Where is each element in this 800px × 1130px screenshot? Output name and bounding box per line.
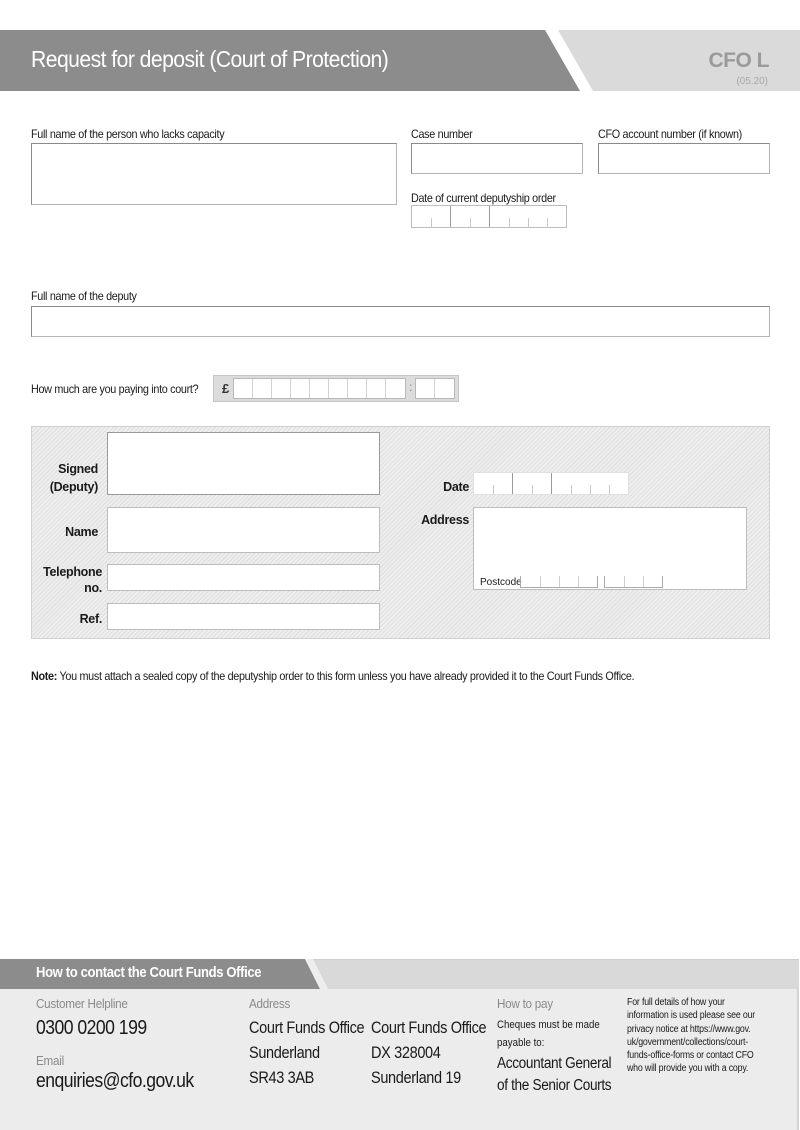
payment-instructions: Cheques must be made payable to: — [497, 1019, 600, 1049]
privacy-notice: For full details of how your information is used please see our privacy notice at https://www.gov. uk/government/collections/court- funds-office-forms or contact CFO who will provide you with a copy. — [627, 997, 756, 1075]
helpline-label: Customer Helpline — [36, 996, 128, 1011]
helpline-number: 0300 0200 199 — [36, 1017, 147, 1039]
ref-label: Ref. — [79, 612, 102, 626]
ref-field[interactable] — [107, 603, 380, 630]
deputy-name-field[interactable] — [31, 306, 770, 337]
form-version: (05.20) — [736, 76, 768, 87]
name-label: Name — [65, 525, 98, 539]
sign-date-label: Date — [443, 480, 469, 494]
case-number-label: Case number — [411, 127, 473, 141]
footer-address-2: Court Funds Office DX 328004 Sunderland 19 — [371, 1019, 487, 1087]
payee-name: Accountant General of the Senior Courts — [497, 1055, 612, 1094]
postcode-inward-cells[interactable] — [604, 576, 663, 588]
telephone-label: Telephone no. — [43, 565, 102, 595]
amount-pounds-cells[interactable] — [233, 378, 406, 399]
attachment-note: Note: You must attach a sealed copy of the deputyship order to this form unless you have already provided it to the Court Funds Office. — [31, 669, 635, 683]
amount-pence-cells[interactable] — [415, 378, 455, 399]
cfo-account-field[interactable] — [598, 143, 770, 174]
footer-address-1: Court Funds Office Sunderland SR43 3AB — [249, 1019, 365, 1087]
person-name-field[interactable] — [31, 143, 397, 205]
pence-separator: : — [409, 380, 413, 394]
postcode-outward-cells[interactable] — [520, 576, 598, 588]
signature-field[interactable] — [107, 432, 380, 495]
address-field[interactable] — [473, 507, 747, 590]
sign-date-field[interactable] — [473, 472, 629, 495]
amount-label: How much are you paying into court? — [31, 382, 199, 396]
order-date-label: Date of current deputyship order — [411, 191, 556, 205]
cfo-account-label: CFO account number (if known) — [598, 127, 742, 141]
amount-field[interactable] — [213, 375, 459, 402]
page-title: Request for deposit (Court of Protection) — [31, 46, 389, 72]
deputy-name-label: Full name of the deputy — [31, 289, 137, 303]
sign-date-day[interactable] — [474, 473, 513, 494]
case-number-field[interactable] — [411, 143, 583, 174]
person-name-label: Full name of the person who lacks capacity — [31, 127, 225, 141]
deputy-sign-name-field[interactable] — [107, 507, 380, 553]
sign-date-month[interactable] — [513, 473, 552, 494]
order-date-month[interactable] — [451, 206, 490, 227]
order-date-year[interactable] — [490, 206, 566, 227]
order-date-day[interactable] — [412, 206, 451, 227]
address-heading: Address — [249, 996, 291, 1011]
telephone-field[interactable] — [107, 564, 380, 591]
pound-sign: £ — [222, 381, 230, 396]
sign-date-year[interactable] — [552, 473, 628, 494]
address-label: Address — [421, 513, 469, 527]
email-label: Email — [36, 1053, 64, 1068]
signed-label: Signed (Deputy) — [49, 462, 98, 495]
form-code: CFO L — [708, 49, 769, 72]
email-address[interactable]: enquiries@cfo.gov.uk — [36, 1070, 194, 1092]
footer-title: How to contact the Court Funds Office — [36, 965, 262, 981]
how-to-pay-heading: How to pay — [497, 996, 553, 1011]
order-date-field[interactable] — [411, 205, 567, 228]
postcode-label: Postcode — [480, 577, 522, 588]
